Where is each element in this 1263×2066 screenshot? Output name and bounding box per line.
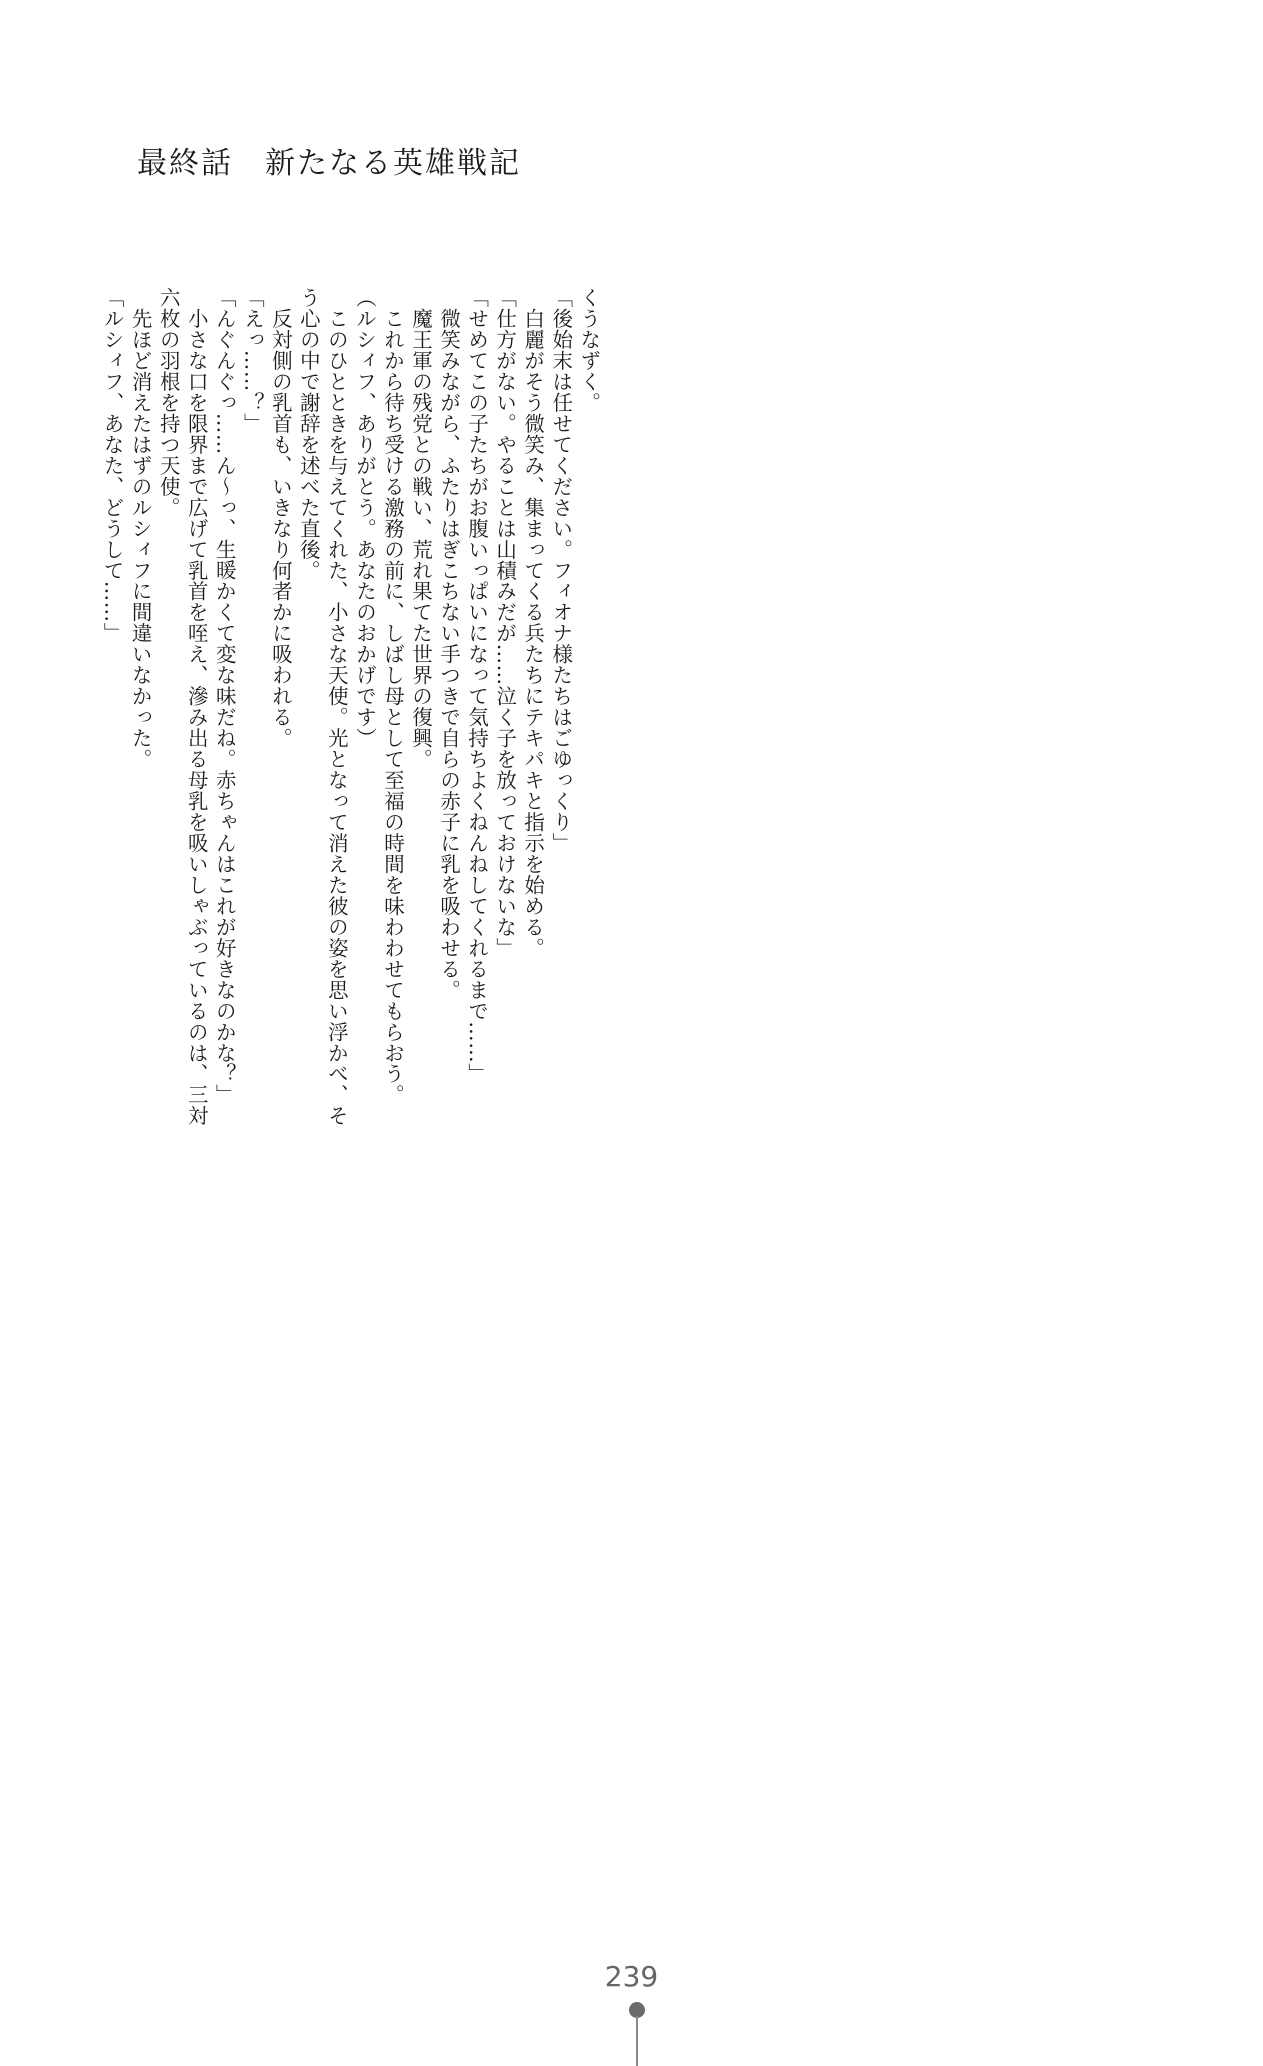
text-line: 「えっ……？」	[240, 287, 265, 434]
body-text	[100, 287, 603, 1183]
text-line: 六枚の羽根を持つ天使。	[156, 287, 181, 518]
text-line: 微笑みながら、ふたりはぎこちない手つきで自らの赤子に乳を吸わせる。	[437, 287, 461, 1001]
text-line: 「ルシィフ、あなた、どうして……」	[100, 287, 125, 644]
text-line: 「せめてこの子たちがお腹いっぱいになって気持ちよくねんねしてくれるまで……」	[465, 287, 490, 1085]
text-line: 「後始末は任せてください。フィオナ様たちはごゆっくり」	[549, 287, 574, 854]
page-number: 239	[604, 1960, 659, 1993]
page-marker-line	[636, 2016, 638, 2066]
text-line: 先ほど消えたはずのルシィフに間違いなかった。	[128, 287, 153, 770]
text-line: くうなずく。	[577, 287, 602, 413]
text-line: 白麗がそう微笑み、集まってくる兵たちにテキパキと指示を始める。	[521, 287, 546, 959]
text-line: 魔王軍の残党との戦い、荒れ果てた世界の復興。	[409, 287, 433, 770]
text-line: このひとときを与えてくれた、小さな天使。光となって消えた彼の姿を思い浮かべ、そ	[324, 287, 349, 1127]
text-line: （ルシィフ、ありがとう。あなたのおかげです）	[352, 287, 377, 749]
text-line: 「んぐんぐっ……ん〜っ、生暖かくて変な味だね。赤ちゃんはこれが好きなのかな？」	[212, 287, 237, 1106]
text-line: う心の中で謝辞を述べた直後。	[296, 287, 321, 581]
text-line: 小さな口を限界まで広げて乳首を咥え、滲み出る母乳を吸いしゃぶっているのは、三対	[184, 287, 209, 1127]
text-line: これから待ち受ける激務の前に、しばし母として至福の時間を味わわせてもらおう。	[380, 287, 405, 1106]
text-line: 「仕方がない。やることは山積みだが……泣く子を放っておけないな」	[493, 287, 518, 959]
text-line: 反対側の乳首も、いきなり何者かに吸われる。	[268, 287, 293, 749]
running-header-chapter-title: 最終話 新たなる英雄戦記	[137, 146, 521, 181]
